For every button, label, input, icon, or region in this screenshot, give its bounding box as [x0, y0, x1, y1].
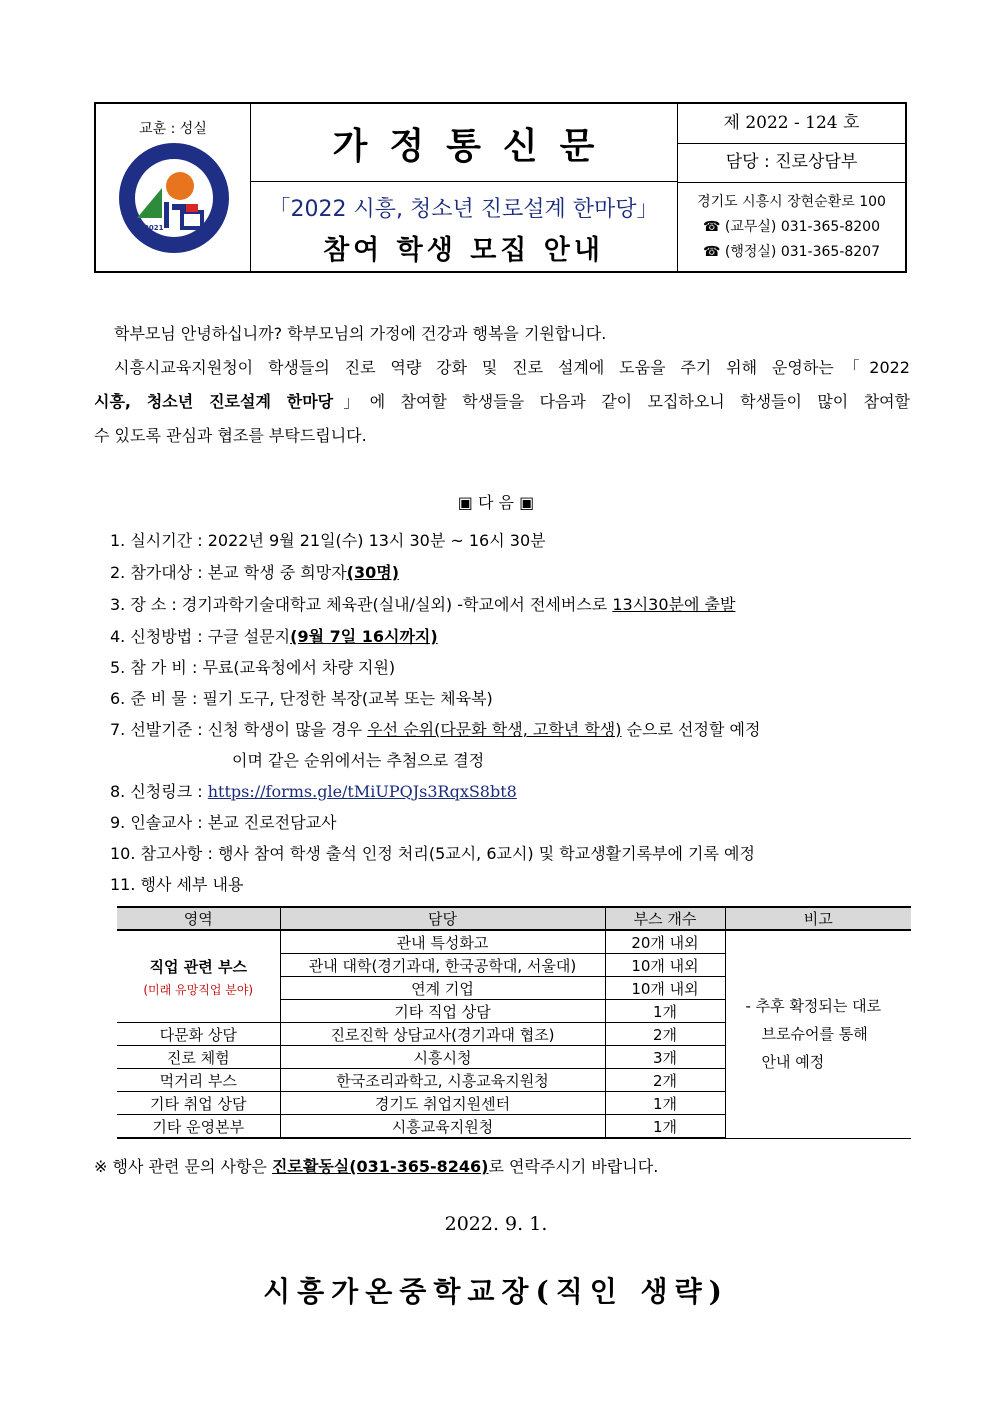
- item-fee: 5. 참 가 비 : 무료(교육청에서 차량 지원): [110, 658, 396, 677]
- intro-line-1: 학부모님 안녕하십니까? 학부모님의 가정에 건강과 행복을 기원합니다.: [114, 324, 607, 343]
- table-row: 관내 대학(경기과대, 한국공학대, 서울대) 10개 내외: [117, 954, 911, 977]
- item-supplies: 6. 준 비 물 : 필기 도구, 단정한 복장(교복 또는 체육복): [110, 689, 493, 708]
- issue-date: 2022. 9. 1.: [444, 1213, 548, 1235]
- item-place: 3. 장 소 : 경기과학기술대학교 체육관(실내/실외) -학교에서 전세버스로 13시30분에 출발: [110, 595, 736, 614]
- item-details: 11. 행사 세부 내용: [110, 875, 244, 894]
- signer: 시흥가온중학교장(직인 생략): [263, 1275, 729, 1308]
- booth-table: [117, 906, 911, 1139]
- col-header-count: 부스 개수: [605, 907, 725, 930]
- school-logo-icon: [118, 142, 230, 254]
- group-cell: [117, 930, 280, 1023]
- contact-footnote: ※ 행사 관련 문의 사항은 진로활동실(031-365-8246)로 연락주시기 바랍니다.: [94, 1157, 659, 1176]
- event-title-cell: [250, 182, 678, 271]
- document-title: 가정통신문: [332, 125, 617, 167]
- department: 담당 : 진로상담부: [678, 143, 905, 183]
- school-motto: 교훈 : 성실: [139, 121, 207, 137]
- item-link: 8. 신청링크 : https://forms.gle/tMiUPQJs3RqxS8bt8: [110, 782, 517, 801]
- col-header-area: 영역: [117, 907, 280, 930]
- item-period: 1. 실시기간 : 2022년 9월 21일(수) 13시 30분 ~ 16시 30분: [110, 531, 546, 550]
- note-cell: - 추후 확정되는 대로 브로슈어를 통해 안내 예정: [725, 930, 911, 1138]
- table-row: 기타 운영본부 시흥교육지원청 1개: [117, 1115, 911, 1139]
- table-header-row: [117, 907, 911, 930]
- details-heading: ▣ 다 음 ▣: [457, 493, 535, 512]
- col-header-note: 비고: [725, 907, 911, 930]
- item-notes: 10. 참고사항 : 행사 참여 학생 출석 인정 처리(5교시, 6교시) 및 학교생활기록부에 기록 예정: [110, 844, 755, 863]
- school-address: 경기도 시흥시 장현순환로 100: [697, 194, 886, 210]
- event-name-bold: 시흥, 청소년 진로설계 한마당: [94, 392, 334, 411]
- table-row: 먹거리 부스 한국조리과학고, 시흥교육지원청 2개: [117, 1069, 911, 1092]
- group-sub: (미래 유망직업 분야): [143, 982, 254, 997]
- event-title: 「2022 시흥, 청소년 진로설계 한마당」: [268, 197, 659, 222]
- title-cell: [250, 104, 678, 182]
- item-method: 4. 신청방법 : 구글 설문지(9월 7일 16시까지): [110, 627, 438, 646]
- intro-line-2: 시흥시교육지원청이 학생들의 진로 역량 강화 및 진로 설계에 도움을 주기 위해 운영하는「2022: [114, 358, 910, 377]
- table-row: 기타 직업 상담 1개: [117, 1000, 911, 1023]
- table-row: 연계 기업 10개 내외: [117, 977, 911, 1000]
- logo-year: 2021: [144, 224, 164, 232]
- contact-room: 진로활동실(031-365-8246): [271, 1157, 489, 1176]
- signup-link[interactable]: https://forms.gle/tMiUPQJs3RqxS8bt8: [207, 782, 517, 801]
- contact-info: [678, 182, 905, 271]
- header-left-cell: [96, 104, 251, 271]
- table-row: 다문화 상담 진로진학 상담교사(경기과대 협조) 2개: [117, 1023, 911, 1046]
- item-teacher: 9. 인솔교사 : 본교 진로전담교사: [110, 813, 337, 832]
- item-criteria: 7. 선발기준 : 신청 학생이 많을 경우 우선 순위(다문화 학생, 고학년 학생) 순으로 선정할 예정: [110, 720, 761, 739]
- letter-header: [94, 102, 907, 273]
- issue-number: 제 2022 - 124 호: [678, 104, 905, 144]
- item-criteria-cont: 이며 같은 순위에서는 추첨으로 결정: [232, 751, 485, 770]
- group-label: 직업 관련 부스: [149, 957, 247, 976]
- phone-office: ☎ (교무실) 031-365-8200: [702, 219, 880, 235]
- table-row: 진로 체험 시흥시청 3개: [117, 1046, 911, 1069]
- table-row: 기타 취업 상담 경기도 취업지원센터 1개: [117, 1092, 911, 1115]
- intro-line-4: 수 있도록 관심과 협조를 부탁드립니다.: [94, 426, 367, 445]
- item-target: 2. 참가대상 : 본교 학생 중 희망자(30명): [110, 563, 400, 582]
- phone-admin: ☎ (행정실) 031-365-8207: [702, 244, 880, 260]
- col-header-charge: 담당: [280, 907, 605, 930]
- table-row: 직업 관련 부스 (미래 유망직업 분야) 관내 특성화고 20개 내외 - 추후 확정되는 대로 브로슈어를 통해 안내 예정: [117, 930, 911, 954]
- notice-subtitle: 참여 학생 모집 안내: [323, 235, 604, 266]
- intro-line-3: 시흥, 청소년 진로설계 한마당」에 참여할 학생들을 다음과 같이 모집하오니 학생들이 많이 참여할: [94, 392, 910, 411]
